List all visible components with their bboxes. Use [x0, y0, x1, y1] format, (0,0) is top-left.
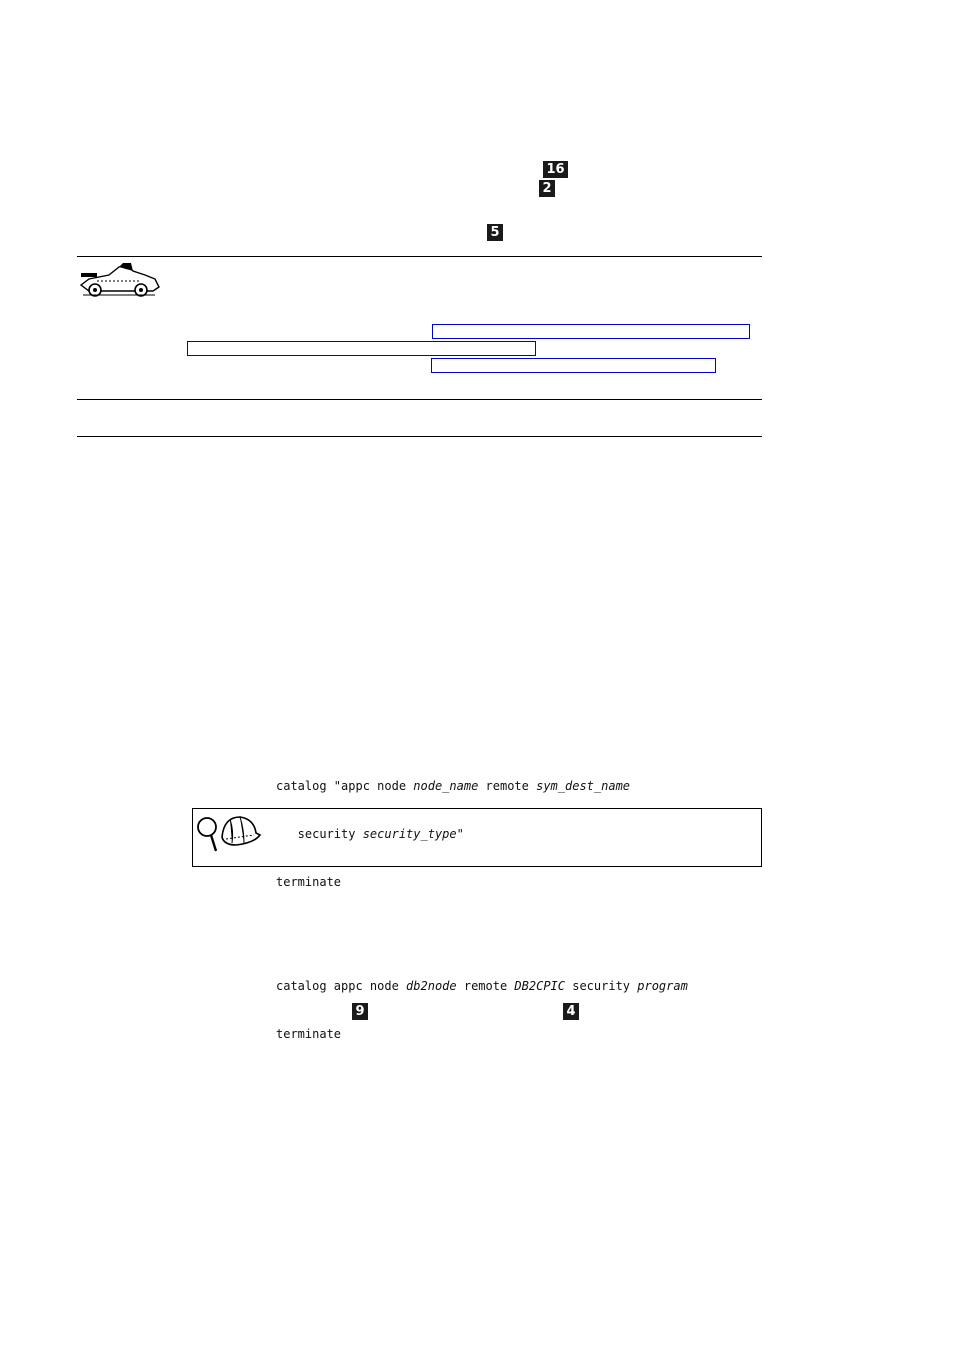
- cross-reference-link-2[interactable]: [187, 341, 536, 356]
- section-rule-top: [77, 256, 762, 257]
- step-badge-2: 2: [539, 180, 555, 197]
- tip-box: [192, 808, 762, 867]
- magnifier-cap-icon: [196, 813, 262, 855]
- step-badge-9: 9: [352, 1003, 368, 1020]
- section-rule-bottom: [77, 436, 762, 437]
- code-line: terminate: [276, 875, 342, 889]
- code-block-catalog-example: [276, 946, 688, 1058]
- code-line: catalog appc node db2node remote DB2CPIC security program: [276, 979, 688, 993]
- code-line: catalog "appc node node_name remote sym_dest_name: [276, 779, 631, 793]
- cross-reference-link-1[interactable]: [432, 324, 750, 339]
- step-badge-4: 4: [563, 1003, 579, 1020]
- race-car-icon: [79, 261, 161, 299]
- section-rule-middle: [77, 399, 762, 400]
- step-badge-16: 16: [543, 161, 568, 178]
- cross-reference-link-3[interactable]: [431, 358, 716, 373]
- step-badge-5: 5: [487, 224, 503, 241]
- code-line: security security_type": [276, 827, 464, 841]
- code-line: terminate: [276, 1027, 342, 1041]
